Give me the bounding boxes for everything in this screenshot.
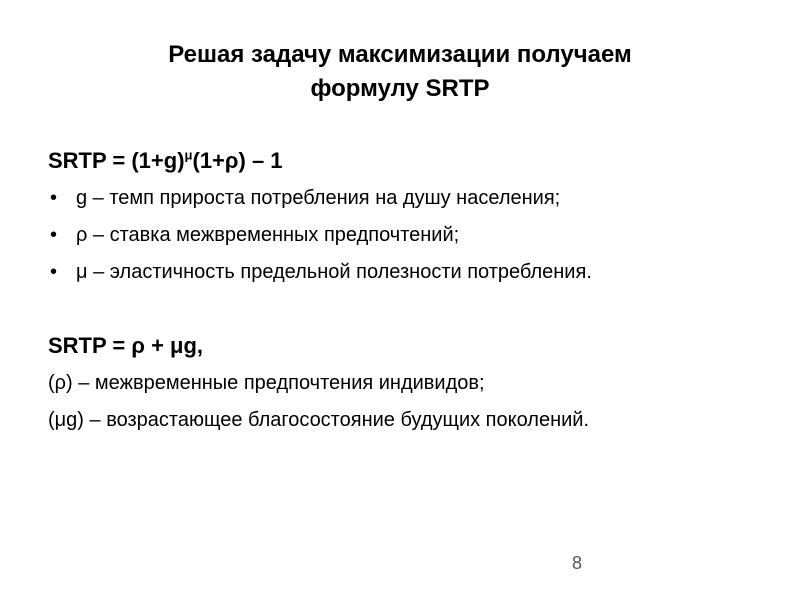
note-rho: (ρ) – межвременные предпочтения индивидов; — [48, 372, 485, 394]
slide-title-line-2: формулу SRTP — [310, 75, 490, 102]
variable-definitions-list — [48, 183, 754, 287]
srtp-formula-1 — [48, 145, 754, 177]
slide-title — [60, 38, 740, 106]
formula-1-exponent: μ — [184, 147, 193, 163]
slide-title-line-1: Решая задачу максимизации получаем — [168, 41, 632, 68]
bullet-mu: • μ – эластичность предельной полезности потребления. — [48, 257, 754, 287]
bullet-g: • g – темп прироста потребления на душу населения; — [48, 183, 754, 213]
srtp-formula-2: SRTP = ρ + μg, — [48, 333, 204, 358]
page-number: 8 — [572, 553, 583, 573]
bullet-rho: • ρ – ставка межвременных предпочтений; — [48, 220, 754, 250]
note-mu-g: (μg) – возрастающее благосостояние будущих поколений. — [48, 409, 590, 431]
formula-1-base: SRTP = (1+g) — [48, 148, 185, 173]
slide-content — [48, 145, 754, 442]
formula-1-rest: (1+ρ) – 1 — [192, 148, 283, 173]
spacer — [48, 294, 754, 330]
